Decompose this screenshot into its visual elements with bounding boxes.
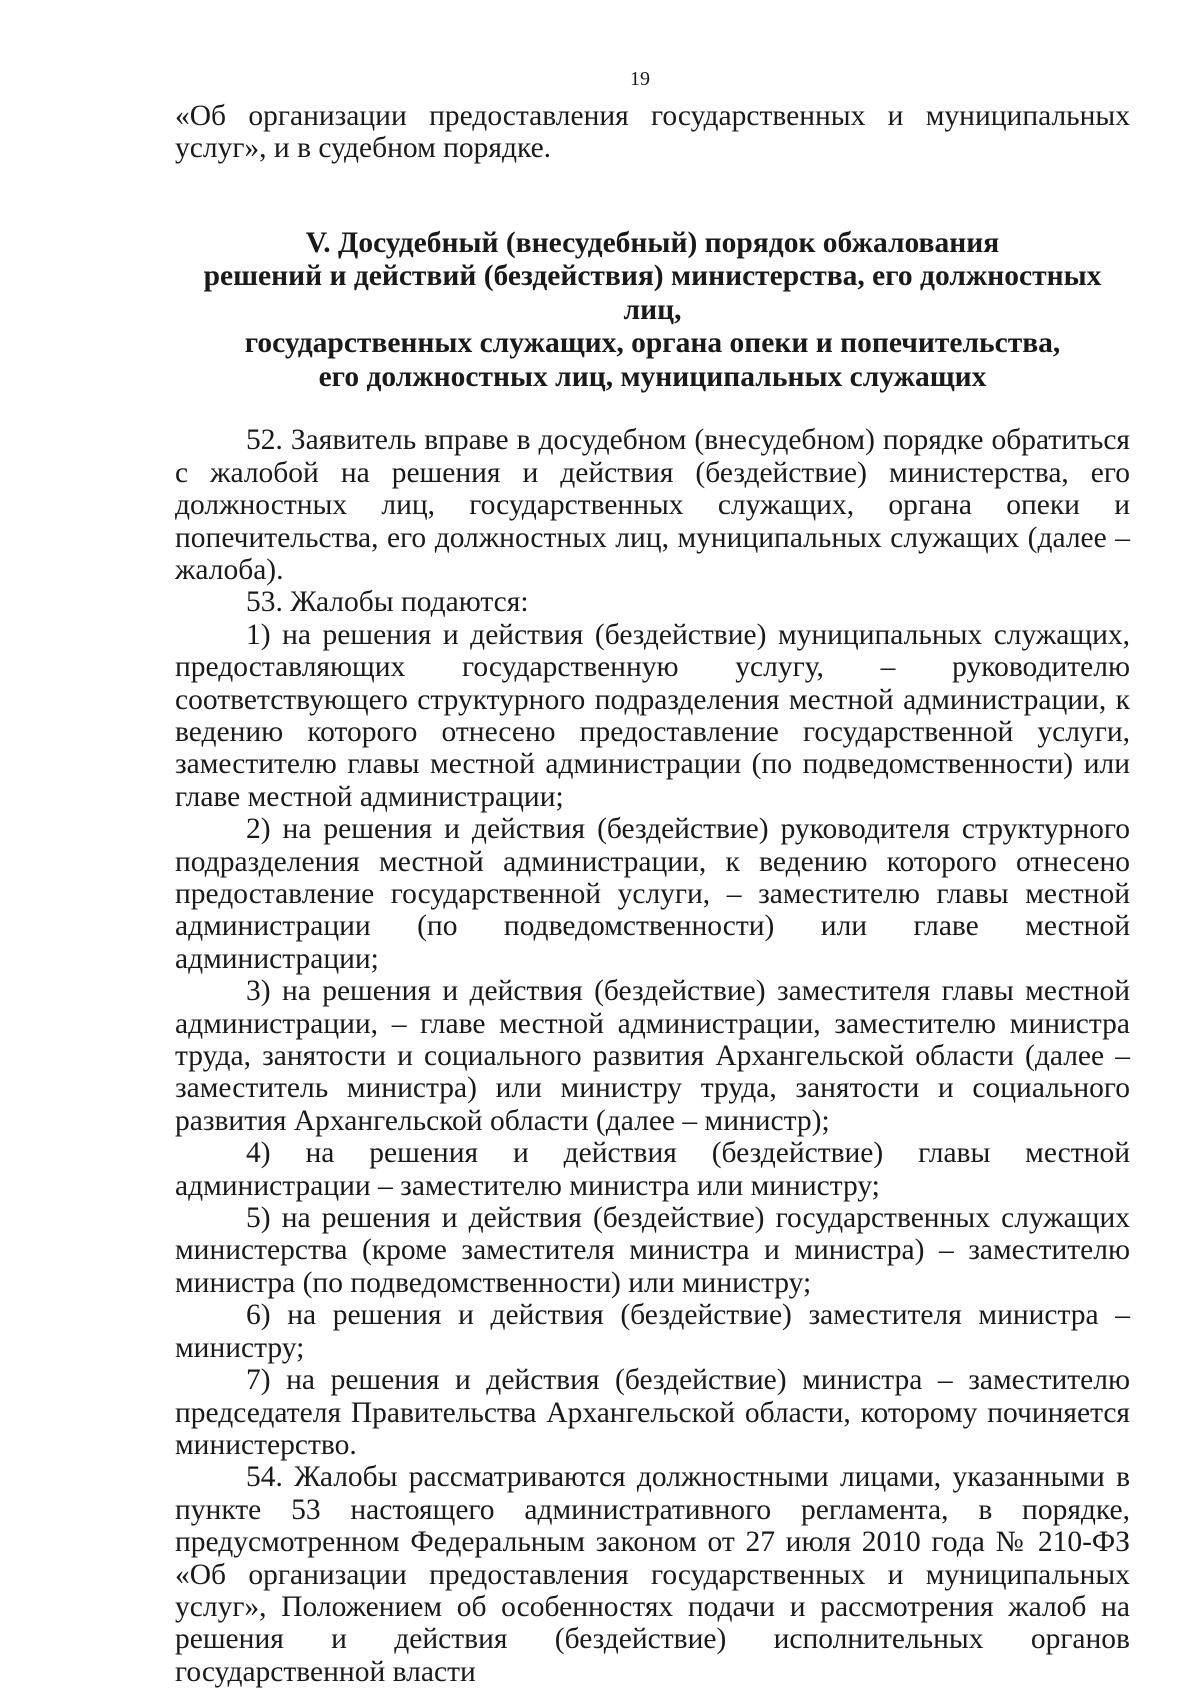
list-item-1: 1) на решения и действия (бездействие) муниципальных служащих, предоставляющих государственную услугу, – руководителю соответствующего структурного подразделения местной администрации, к ведению которого отнесено предоставление государственной услуги, заместителю главы местной администрации (по подведомственности) или главе местной администрации; (175, 618, 1130, 813)
paragraph-52: 52. Заявитель вправе в досудебном (внесудебном) порядке обратиться с жалобой на решения и действия (бездействие) министерства, его должностных лиц, государственных служащих, органа опеки и попечительства, его должностных лиц, муниципальных служащих (далее – жалоба). (175, 424, 1130, 586)
list-item-3: 3) на решения и действия (бездействие) заместителя главы местной администрации, – главе местной администрации, заместителю министра труда, занятости и социального развития Архангельской области (далее – заместитель министра) или министру труда, занятости и социального развития Архангельской области (далее – министр); (175, 975, 1130, 1137)
document-body (175, 100, 1130, 1688)
section-heading-line: V. Досудебный (внесудебный) порядок обжалования (305, 226, 1000, 259)
list-item-5: 5) на решения и действия (бездействие) государственных служащих министерства (кроме заместителя министра и министра) – заместителю министра (по подведомственности) или министру; (175, 1202, 1130, 1299)
section-heading-line: его должностных лиц, муниципальных служащих (318, 360, 987, 393)
paragraph-54: 54. Жалобы рассматриваются должностными лицами, указанными в пункте 53 настоящего административного регламента, в порядке, предусмотренном Федеральным законом от 27 июля 2010 года № 210-ФЗ «Об организации предоставления государственных и муниципальных услуг», Положением об особенностях подачи и рассмотрения жалоб на решения и действия (бездействие) исполнительных органов государственной власти (175, 1461, 1130, 1688)
list-item-6: 6) на решения и действия (бездействие) заместителя министра – министру; (175, 1299, 1130, 1364)
section-heading-line: государственных служащих, органа опеки и попечительства, (244, 327, 1061, 360)
section-heading (175, 227, 1130, 395)
section-heading-line: решений и действий (бездействия) министерства, его должностных лиц, (203, 260, 1102, 326)
paragraph-53: 53. Жалобы подаются: (246, 586, 529, 619)
page-number: 19 (630, 68, 650, 90)
intro-paragraph: «Об организации предоставления государственных и муниципальных услуг», и в судебном порядке. (175, 100, 1130, 165)
list-item-4: 4) на решения и действия (бездействие) главы местной администрации – заместителю министра или министру; (175, 1137, 1130, 1202)
list-item-7: 7) на решения и действия (бездействие) министра – заместителю председателя Правительства Архангельской области, которому починяется министерство. (175, 1364, 1130, 1461)
list-item-2: 2) на решения и действия (бездействие) руководителя структурного подразделения местной администрации, к ведению которого отнесено предоставление государственной услуги, – заместителю главы местной администрации (по подведомственности) или главе местной администрации; (175, 813, 1130, 975)
